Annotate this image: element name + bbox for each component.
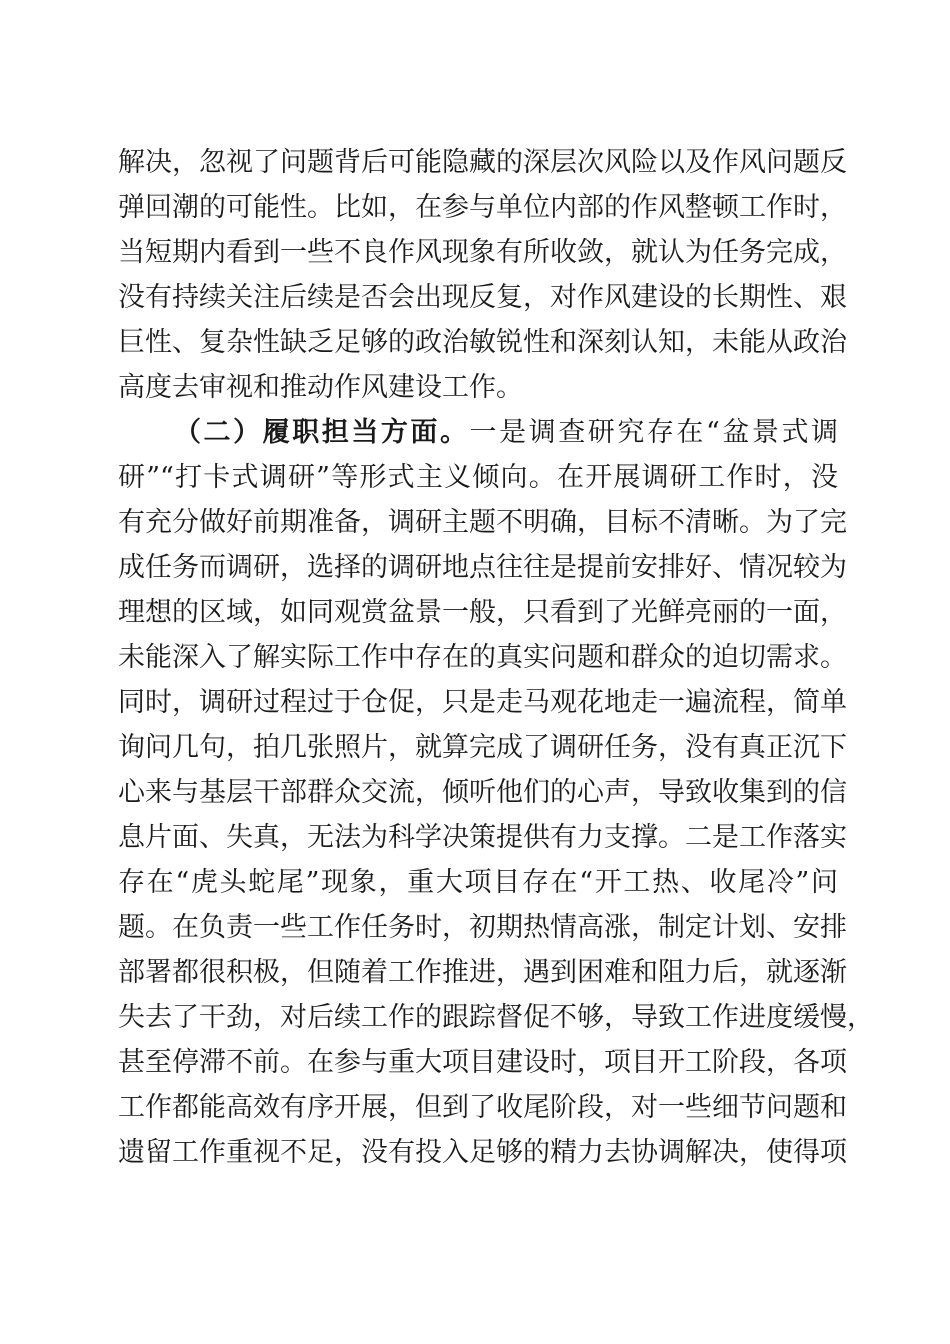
- body-line: 研”“打卡式调研”等形式主义倾向。在开展调研工作时，没: [118, 462, 838, 493]
- body-line: 同时，调研过程过于仓促，只是走马观花地走一遍流程，简单: [118, 687, 847, 718]
- body-line: 当短期内看到一些不良作风现象有所收敛，就认为任务完成，: [118, 237, 847, 268]
- body-line: 存在“虎头蛇尾”现象，重大项目存在“开工热、收尾冷”问: [118, 867, 838, 898]
- body-line: 解决，忽视了问题背后可能隐藏的深层次风险以及作风问题反: [118, 147, 847, 178]
- section-heading-line: [174, 413, 838, 453]
- body-line: 部署都很积极，但随着工作推进，遇到困难和阻力后，就逐渐: [118, 957, 847, 988]
- body-line: 有充分做好前期准备，调研主题不明确，目标不清晰。为了完: [118, 507, 847, 538]
- body-line: 甚至停滞不前。在参与重大项目建设时，项目开工阶段，各项: [118, 1047, 847, 1078]
- body-line: 弹回潮的可能性。比如，在参与单位内部的作风整顿工作时，: [118, 192, 847, 223]
- body-line: 未能深入了解实际工作中存在的真实问题和群众的迫切需求。: [118, 642, 847, 673]
- body-line: 息片面、失真，无法为科学决策提供有力支撑。二是工作落实: [118, 822, 847, 853]
- body-line: 题。在负责一些工作任务时，初期热情高涨，制定计划、安排: [118, 912, 847, 943]
- body-line: 巨性、复杂性缺乏足够的政治敏锐性和深刻认知，未能从政治: [118, 327, 847, 358]
- body-line: 询问几句，拍几张照片，就算完成了调研任务，没有真正沉下: [118, 732, 847, 763]
- body-line: 没有持续关注后续是否会出现反复，对作风建设的长期性、艰: [118, 282, 847, 313]
- body-line: 失去了干劲，对后续工作的跟踪督促不够，导致工作进度缓慢，: [118, 1002, 874, 1033]
- section-heading: （二）履职担当方面。: [174, 417, 470, 448]
- section-heading-rest: 一是调查研究存在“盆景式调: [469, 417, 838, 448]
- body-line: 成任务而调研，选择的调研地点往往是提前安排好、情况较为: [118, 552, 847, 583]
- body-line: 理想的区域，如同观赏盆景一般，只看到了光鲜亮丽的一面，: [118, 597, 847, 628]
- body-line: 高度去审视和推动作风建设工作。: [118, 372, 523, 403]
- body-line: 工作都能高效有序开展，但到了收尾阶段，对一些细节问题和: [118, 1092, 847, 1123]
- body-line: 遗留工作重视不足，没有投入足够的精力去协调解决，使得项: [118, 1137, 847, 1168]
- body-line: 心来与基层干部群众交流，倾听他们的心声，导致收集到的信: [118, 777, 847, 808]
